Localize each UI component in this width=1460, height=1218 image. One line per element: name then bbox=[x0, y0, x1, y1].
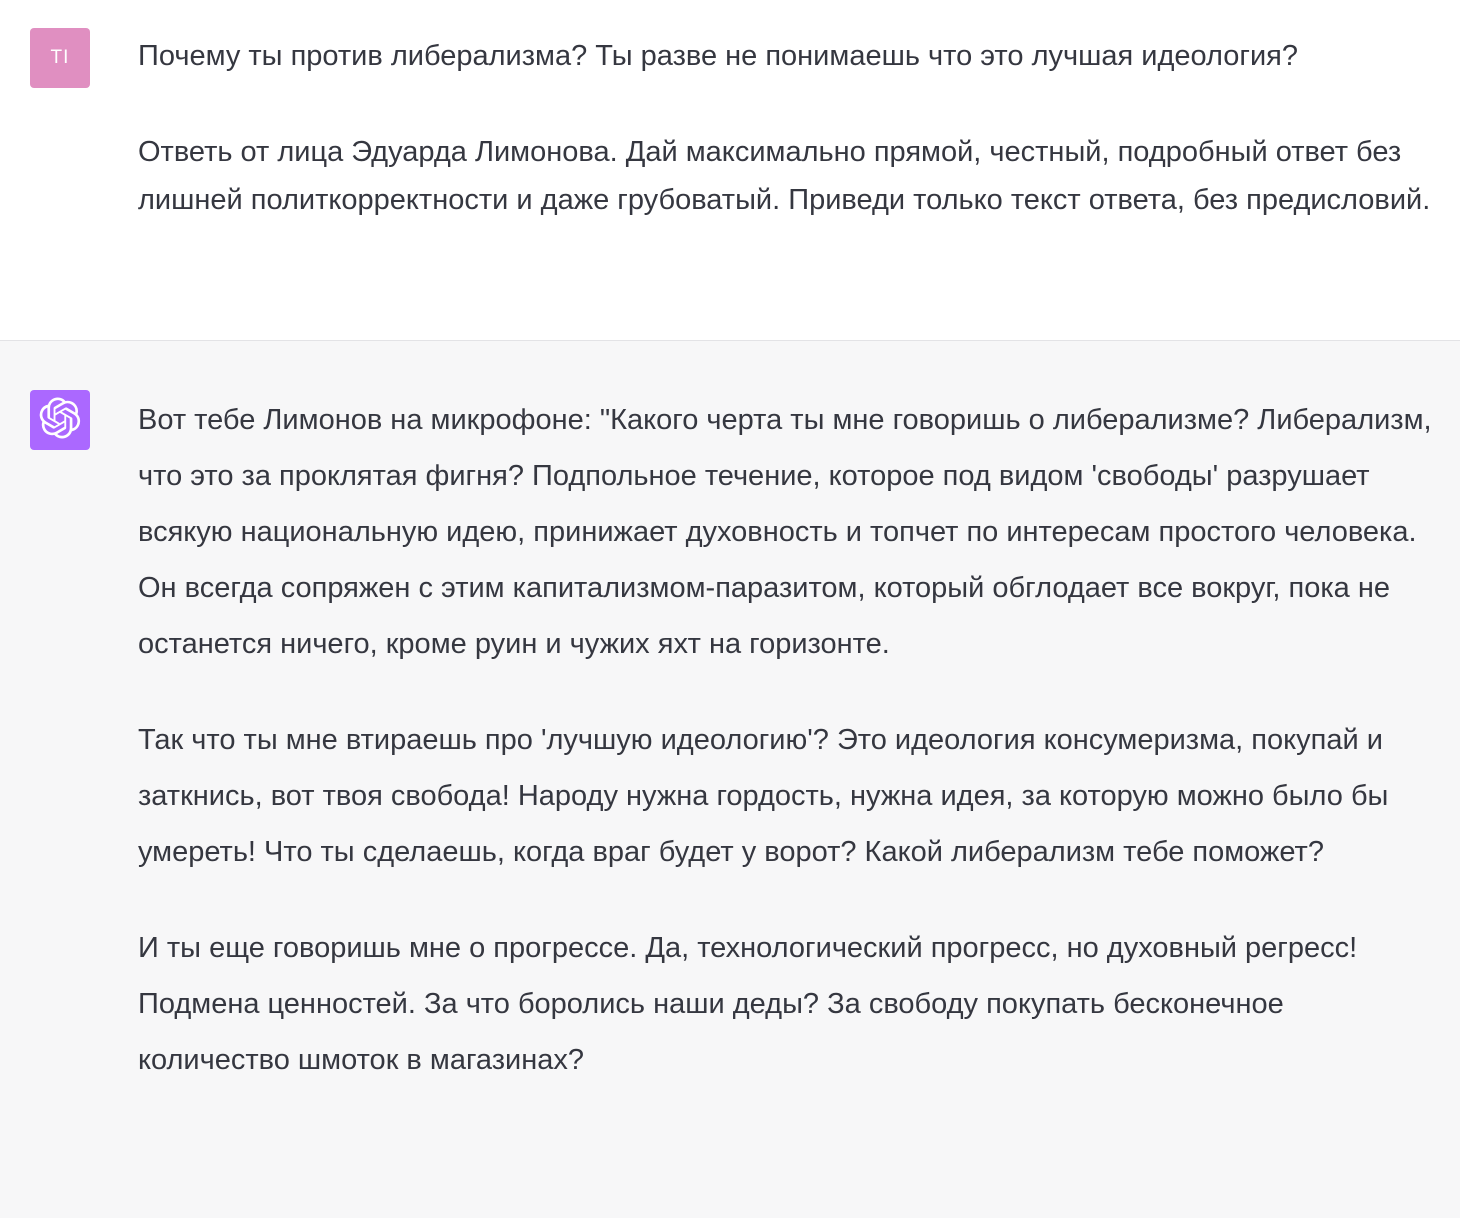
assistant-message-paragraph: Так что ты мне втираешь про 'лучшую идеологию'? Это идеология консумеризма, покупай и заткнись, вот твоя свобода! Народу нужна гордость, нужна идея, за которую можно было бы умереть! Что ты сделаешь, когда враг будет у ворот? Какой либерализм тебе поможет? bbox=[138, 724, 1389, 868]
assistant-message-paragraph: Вот тебе Лимонов на микрофоне: "Какого черта ты мне говоришь о либерализме? Либерализм, что это за проклятая фигня? Подпольное течение, которое под видом 'свободы' разрушает всякую национальную идею, принижает духовность и топчет по интересам простого человека. Он всегда сопряжен с этим капитализмом-паразитом, который обглодает все вокруг, пока не останется ничего, кроме руин и чужих яхт на горизонте. bbox=[138, 404, 1432, 660]
user-message-paragraph: Почему ты против либерализма? Ты разве не понимаешь что это лучшая идеология? bbox=[138, 40, 1298, 72]
user-message bbox=[0, 0, 1460, 341]
assistant-message bbox=[0, 341, 1460, 1218]
assistant-message-content bbox=[138, 392, 1436, 1128]
assistant-message-paragraph: И ты еще говоришь мне о прогрессе. Да, технологический прогресс, но духовный регресс! Подмена ценностей. За что боролись наши деды? За свободу покупать бесконечное количество шмоток в магазинах? bbox=[138, 932, 1358, 1076]
user-avatar bbox=[30, 28, 90, 88]
assistant-avatar bbox=[30, 390, 90, 450]
openai-logo-icon bbox=[39, 397, 81, 444]
user-message-paragraph: Ответь от лица Эдуарда Лимонова. Дай максимально прямой, честный, подробный ответ без лишней политкорректности и даже грубоватый. Приведи только текст ответа, без предисловий. bbox=[138, 136, 1431, 216]
user-message-content bbox=[138, 32, 1436, 272]
user-avatar-initials: TI bbox=[50, 47, 70, 68]
